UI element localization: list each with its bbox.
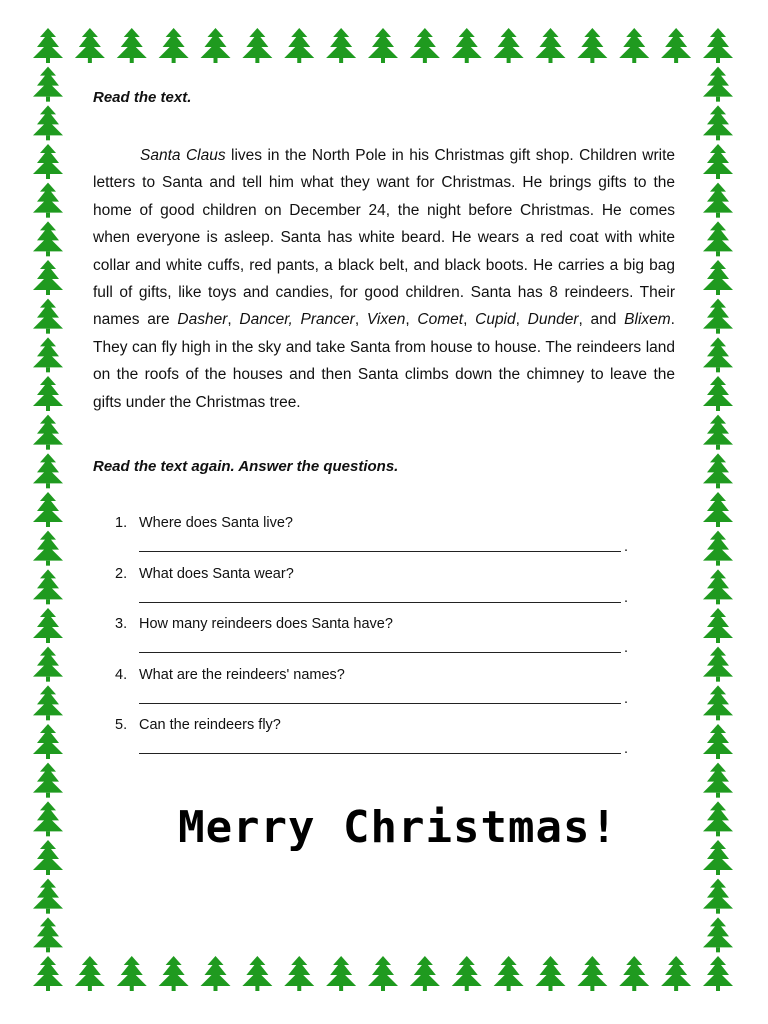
- christmas-tree-icon: [577, 956, 607, 991]
- passage-text: ,: [405, 311, 418, 329]
- christmas-tree-icon: [703, 801, 733, 836]
- answer-instruction: Read the text again. Answer the questions.: [93, 458, 399, 475]
- italic-name: Dancer, Prancer: [239, 311, 355, 329]
- question-item: [93, 717, 675, 768]
- christmas-tree-icon: [33, 337, 63, 372]
- christmas-tree-icon: [410, 956, 440, 991]
- christmas-tree-icon: [242, 956, 272, 991]
- christmas-tree-icon: [33, 376, 63, 411]
- christmas-tree-icon: [661, 956, 691, 991]
- christmas-tree-icon: [33, 608, 63, 643]
- christmas-tree-icon: [33, 879, 63, 914]
- italic-name: Dunder: [527, 311, 579, 329]
- christmas-tree-icon: [452, 956, 482, 991]
- christmas-tree-icon: [703, 531, 733, 566]
- christmas-tree-icon: [452, 28, 482, 63]
- christmas-tree-icon: [536, 956, 566, 991]
- christmas-tree-icon: [368, 28, 398, 63]
- christmas-tree-icon: [703, 492, 733, 527]
- christmas-tree-icon: [703, 453, 733, 488]
- christmas-tree-icon: [33, 260, 63, 295]
- christmas-tree-icon: [703, 376, 733, 411]
- christmas-tree-icon: [703, 221, 733, 256]
- christmas-tree-icon: [703, 415, 733, 450]
- christmas-tree-icon: [33, 801, 63, 836]
- christmas-tree-icon: [703, 724, 733, 759]
- christmas-tree-icon: [703, 685, 733, 720]
- christmas-tree-icon: [326, 956, 356, 991]
- christmas-tree-icon: [242, 28, 272, 63]
- christmas-tree-icon: [661, 28, 691, 63]
- question-item: [93, 616, 675, 667]
- christmas-tree-icon: [33, 840, 63, 875]
- question-number: 2.: [115, 565, 128, 582]
- christmas-tree-icon: [201, 956, 231, 991]
- passage-text: ,: [515, 311, 528, 329]
- italic-name: Comet: [417, 311, 464, 329]
- christmas-tree-icon: [33, 917, 63, 952]
- christmas-tree-icon: [33, 299, 63, 334]
- passage-text: ,: [227, 311, 240, 329]
- answer-period: .: [624, 741, 629, 757]
- question-text: What are the reindeers' names?: [139, 666, 345, 683]
- christmas-tree-icon: [536, 28, 566, 63]
- question-item: [93, 667, 675, 718]
- christmas-tree-icon: [284, 28, 314, 63]
- christmas-tree-icon: [33, 956, 63, 991]
- passage-text: . They can fly high in the sky and take Santa from house to house. The reindeers land on the roofs of the houses and then Santa climbs down the chimney to leave the gifts under the Christmas tree.: [93, 311, 675, 411]
- christmas-tree-icon: [494, 956, 524, 991]
- answer-period: .: [624, 539, 629, 555]
- answer-line[interactable]: [139, 551, 621, 552]
- christmas-tree-icon: [368, 956, 398, 991]
- answer-period: .: [624, 589, 629, 606]
- christmas-tree-icon: [33, 67, 63, 102]
- christmas-tree-icon: [284, 956, 314, 991]
- christmas-tree-icon: [33, 492, 63, 527]
- italic-name: Vixen: [366, 311, 406, 329]
- christmas-tree-icon: [75, 28, 105, 63]
- answer-line[interactable]: [139, 652, 621, 653]
- christmas-tree-icon: [33, 685, 63, 720]
- christmas-tree-icon: [33, 415, 63, 450]
- christmas-tree-icon: [33, 531, 63, 566]
- christmas-tree-icon: [159, 28, 189, 63]
- christmas-tree-icon: [703, 763, 733, 798]
- christmas-tree-icon: [326, 28, 356, 63]
- answer-line[interactable]: [139, 753, 621, 754]
- answer-period: .: [624, 640, 629, 656]
- question-number: 1.: [115, 515, 128, 531]
- question-text: Can the reindeers fly?: [139, 717, 281, 733]
- christmas-tree-icon: [33, 763, 63, 798]
- passage-text: ,: [463, 311, 476, 329]
- christmas-tree-icon: [117, 956, 147, 991]
- christmas-tree-icon: [619, 28, 649, 63]
- christmas-tree-icon: [703, 144, 733, 179]
- christmas-tree-icon: [703, 647, 733, 682]
- question-number: 3.: [115, 616, 128, 632]
- christmas-tree-icon: [703, 67, 733, 102]
- christmas-tree-icon: [159, 956, 189, 991]
- christmas-tree-icon: [703, 569, 733, 604]
- merry-christmas-title: Merry Christmas!: [178, 802, 618, 853]
- italic-name: Dasher: [177, 311, 228, 329]
- christmas-tree-icon: [619, 956, 649, 991]
- christmas-tree-icon: [33, 647, 63, 682]
- christmas-tree-icon: [201, 28, 231, 63]
- passage-text: lives in the North Pole in his Christmas gift shop. Children write letters to Santa and tell him what they want for Christmas. He brings gifts to the home of good children on December 24, the night before Christmas. He comes when everyone is asleep. Santa has white beard. He wears a red coat with white collar and white cuffs, red pants, a black belt, and black boots. He carries a big bag full of gifts, like toys and candies, for good children. Santa has 8 reindeers. Their names are: [93, 147, 675, 329]
- question-list: [93, 515, 675, 768]
- christmas-tree-icon: [75, 956, 105, 991]
- answer-period: .: [624, 690, 629, 707]
- christmas-tree-icon: [703, 105, 733, 140]
- christmas-tree-icon: [703, 956, 733, 991]
- christmas-tree-icon: [703, 260, 733, 295]
- question-item: [93, 566, 675, 617]
- read-instruction: Read the text.: [93, 89, 192, 106]
- question-number: 5.: [115, 717, 128, 733]
- christmas-tree-icon: [703, 879, 733, 914]
- christmas-tree-icon: [33, 569, 63, 604]
- story-passage: [93, 142, 675, 416]
- passage-text: , and: [578, 311, 625, 329]
- question-text: How many reindeers does Santa have?: [139, 616, 393, 632]
- christmas-tree-icon: [33, 28, 63, 63]
- question-text: Where does Santa live?: [139, 515, 293, 531]
- passage-text: ,: [354, 311, 367, 329]
- christmas-tree-icon: [577, 28, 607, 63]
- christmas-tree-icon: [33, 105, 63, 140]
- christmas-tree-icon: [703, 28, 733, 63]
- christmas-tree-icon: [410, 28, 440, 63]
- italic-name: Blixem: [624, 311, 671, 329]
- italic-name: Cupid: [475, 311, 516, 329]
- christmas-tree-icon: [494, 28, 524, 63]
- question-item: [93, 515, 675, 566]
- christmas-tree-icon: [703, 299, 733, 334]
- christmas-tree-icon: [703, 608, 733, 643]
- christmas-tree-icon: [703, 183, 733, 218]
- italic-name: Santa Claus: [140, 147, 226, 164]
- question-number: 4.: [115, 666, 128, 683]
- christmas-tree-icon: [117, 28, 147, 63]
- answer-line[interactable]: [139, 602, 621, 603]
- christmas-tree-icon: [33, 144, 63, 179]
- christmas-tree-icon: [33, 183, 63, 218]
- christmas-tree-icon: [33, 221, 63, 256]
- answer-line[interactable]: [139, 703, 621, 704]
- christmas-tree-icon: [33, 724, 63, 759]
- christmas-tree-icon: [33, 453, 63, 488]
- christmas-tree-icon: [703, 337, 733, 372]
- christmas-tree-icon: [703, 917, 733, 952]
- christmas-tree-icon: [703, 840, 733, 875]
- question-text: What does Santa wear?: [139, 565, 294, 582]
